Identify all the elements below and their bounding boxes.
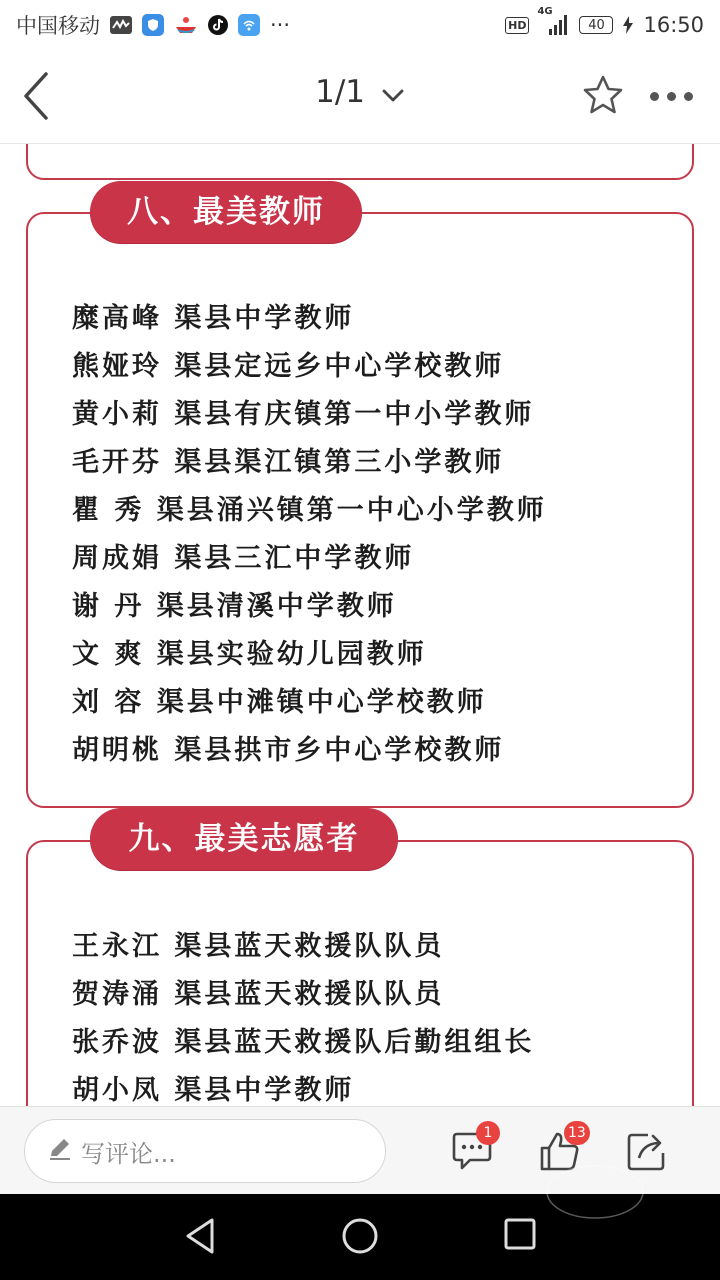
system-back-button[interactable] <box>182 1216 222 1256</box>
list-item: 贺涛涌 渠县蓝天救援队队员 <box>72 979 445 1010</box>
page-indicator-text: 1/1 <box>315 74 366 110</box>
status-left <box>16 10 290 40</box>
list-item: 糜高峰 渠县中学教师 <box>72 303 355 334</box>
battery-level: 40 <box>588 17 605 33</box>
comment-input[interactable] <box>24 1119 386 1183</box>
comments-button[interactable] <box>450 1125 494 1173</box>
previous-section-box <box>26 144 694 180</box>
list-item: 胡小凤 渠县中学教师 <box>72 1075 355 1106</box>
share-button[interactable] <box>626 1129 670 1173</box>
favorite-button[interactable] <box>582 74 626 118</box>
activity-icon <box>110 16 132 34</box>
network-type: 4G <box>537 6 553 17</box>
more-dots-icon <box>667 92 676 101</box>
list-item: 王永江 渠县蓝天救援队队员 <box>72 931 445 962</box>
list-item: 文 爽 渠县实验幼儿园教师 <box>72 639 427 670</box>
chevron-down-icon <box>381 76 405 112</box>
charging-icon <box>623 16 633 34</box>
like-count-badge: 13 <box>564 1121 590 1145</box>
clock: 16:50 <box>643 13 704 37</box>
list-item: 瞿 秀 渠县涌兴镇第一中心小学教师 <box>72 495 547 526</box>
status-bar <box>0 0 720 50</box>
article-content <box>0 144 720 1106</box>
section-title: 八、最美教师 <box>90 181 362 243</box>
star-icon <box>582 74 624 116</box>
list-item: 熊娅玲 渠县定远乡中心学校教师 <box>72 351 505 382</box>
triangle-back-icon <box>182 1216 218 1256</box>
hd-badge: HD <box>505 17 529 34</box>
carrier-name: 中国移动 <box>16 14 100 38</box>
battery-icon <box>579 16 613 34</box>
comment-count-badge: 1 <box>476 1121 500 1145</box>
list-item: 黄小莉 渠县有庆镇第一中小学教师 <box>72 399 535 430</box>
comment-placeholder: 写评论... <box>81 1139 176 1168</box>
list-item: 刘 容 渠县中滩镇中心学校教师 <box>72 687 487 718</box>
system-recents-button[interactable] <box>502 1216 542 1256</box>
like-button[interactable] <box>538 1125 586 1173</box>
status-more-icon: ··· <box>270 13 291 37</box>
list-item: 谢 丹 渠县清溪中学教师 <box>72 591 397 622</box>
list-item: 周成娟 渠县三汇中学教师 <box>72 543 415 574</box>
pencil-icon <box>47 1136 73 1166</box>
share-icon <box>626 1129 670 1173</box>
system-nav-bar <box>0 1194 720 1280</box>
boat-app-icon <box>174 15 198 35</box>
section-title: 九、最美志愿者 <box>90 808 398 870</box>
wifi-app-icon <box>238 14 260 36</box>
system-home-button[interactable] <box>340 1216 380 1256</box>
status-right <box>505 6 704 37</box>
shield-app-icon <box>142 14 164 36</box>
list-item: 张乔波 渠县蓝天救援队后勤组组长 <box>72 1027 535 1058</box>
tiktok-app-icon <box>208 15 228 35</box>
comment-bar <box>0 1106 720 1194</box>
list-item: 毛开芬 渠县渠江镇第三小学教师 <box>72 447 505 478</box>
circle-home-icon <box>340 1216 380 1256</box>
list-item: 胡明桃 渠县拱市乡中心学校教师 <box>72 735 505 766</box>
top-nav-bar <box>0 50 720 144</box>
square-recents-icon <box>502 1216 538 1252</box>
more-options-button[interactable] <box>650 84 700 108</box>
more-dots-icon <box>684 92 693 101</box>
more-dots-icon <box>650 92 659 101</box>
signal-icon <box>537 6 569 36</box>
